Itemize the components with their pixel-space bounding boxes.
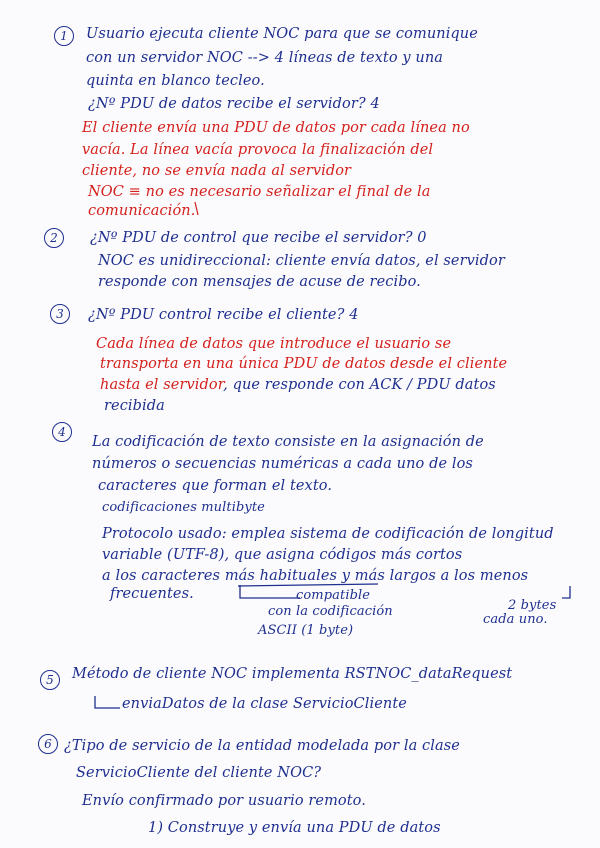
q1-answer-line-5: comunicación. — [88, 203, 196, 219]
q4-line-7d: menos — [479, 568, 529, 584]
q1-answer-line-4: NOC ≡ no es necesario señalizar el final de la — [88, 184, 431, 200]
question-number-2: 2 — [44, 228, 64, 248]
q5-line-1: Método de cliente NOC implementa RSTNOC_dataRequest — [72, 666, 513, 682]
q2-question: ¿Nº PDU de control que recibe el servidor? 0 — [90, 230, 427, 246]
compat-bracket — [240, 585, 300, 598]
q3-answer-last: recibida — [104, 398, 165, 414]
q2-line-2: NOC es unidireccional: cliente envía datos, el servidor — [98, 253, 505, 269]
q6-answer: Envío confirmado por usuario remoto. — [82, 793, 366, 809]
q6-question-2: ServicioCliente del cliente NOC? — [76, 765, 322, 781]
q4-line-3: caracteres que forman el texto. — [98, 478, 333, 494]
q6-step-1: 1) Construye y envía una PDU de datos — [148, 820, 441, 836]
q3-answer-red: hasta el servidor — [100, 377, 224, 393]
q6-question-1: ¿Tipo de servicio de la entidad modelada por la clase — [64, 738, 460, 754]
q4-line-1: La codificación de texto consiste en la asignación de — [92, 434, 484, 450]
q3-answer-line-2: transporta en una única PDU de datos desde el cliente — [100, 356, 508, 372]
q4-line-7c: y más largos a los — [341, 568, 476, 584]
question-number-6: 6 — [38, 734, 58, 754]
bytes-bracket — [562, 586, 570, 598]
question-number-3: 3 — [50, 304, 70, 324]
red-tick — [195, 202, 198, 215]
q4-compat-1: compatible — [296, 588, 371, 603]
q4-line-8: frecuentes. — [110, 586, 194, 602]
question-number-5: 5 — [40, 670, 60, 690]
q4-line-7a: a los caracteres — [102, 568, 221, 584]
q1-answer-line-2: vacía. La línea vacía provoca la finalización del — [82, 142, 434, 158]
q1-line-2: con un servidor NOC --> 4 líneas de texto y una — [86, 50, 444, 66]
q4-line-6: variable (UTF-8), que asigna códigos más cortos — [102, 547, 463, 563]
question-number-1: 1 — [54, 26, 74, 46]
q1-question: ¿Nº PDU de datos recibe el servidor? 4 — [88, 96, 380, 112]
q1-line-3: quinta en blanco tecleo. — [86, 73, 265, 89]
q1-answer-line-1: El cliente envía una PDU de datos por cada línea no — [82, 120, 470, 136]
q3-question: ¿Nº PDU control recibe el cliente? 4 — [88, 307, 359, 323]
q4-compat-3: ASCII (1 byte) — [258, 623, 354, 638]
habituales-underline — [238, 584, 378, 586]
q2-line-3: responde con mensajes de acuse de recibo. — [98, 274, 421, 290]
q4-compat-2: con la codificación — [268, 604, 393, 619]
q3-answer-tail: , que responde con ACK / PDU datos — [223, 377, 496, 393]
method-bracket — [95, 696, 120, 708]
question-number-4: 4 — [52, 422, 72, 442]
q4-line-7b: más habituales — [224, 568, 338, 584]
q4-line-5: Protocolo usado: emplea sistema de codificación de longitud — [102, 526, 554, 542]
q4-line-2: números o secuencias numéricas a cada uno de los — [92, 456, 473, 472]
q4-bytes-1: 2 bytes — [508, 598, 557, 613]
q3-answer-line-3 — [100, 377, 496, 393]
q4-line-7 — [102, 568, 528, 584]
q1-answer-line-3: cliente, no se envía nada al servidor — [82, 163, 352, 179]
q3-answer-line-1: Cada línea de datos que introduce el usuario se — [96, 336, 452, 352]
q4-bytes-2: cada uno. — [483, 612, 548, 627]
q4-line-4: codificaciones multibyte — [102, 500, 265, 515]
q1-line-1: Usuario ejecuta cliente NOC para que se comunique — [86, 26, 478, 42]
q5-line-2: enviaDatos de la clase ServicioCliente — [122, 696, 407, 712]
